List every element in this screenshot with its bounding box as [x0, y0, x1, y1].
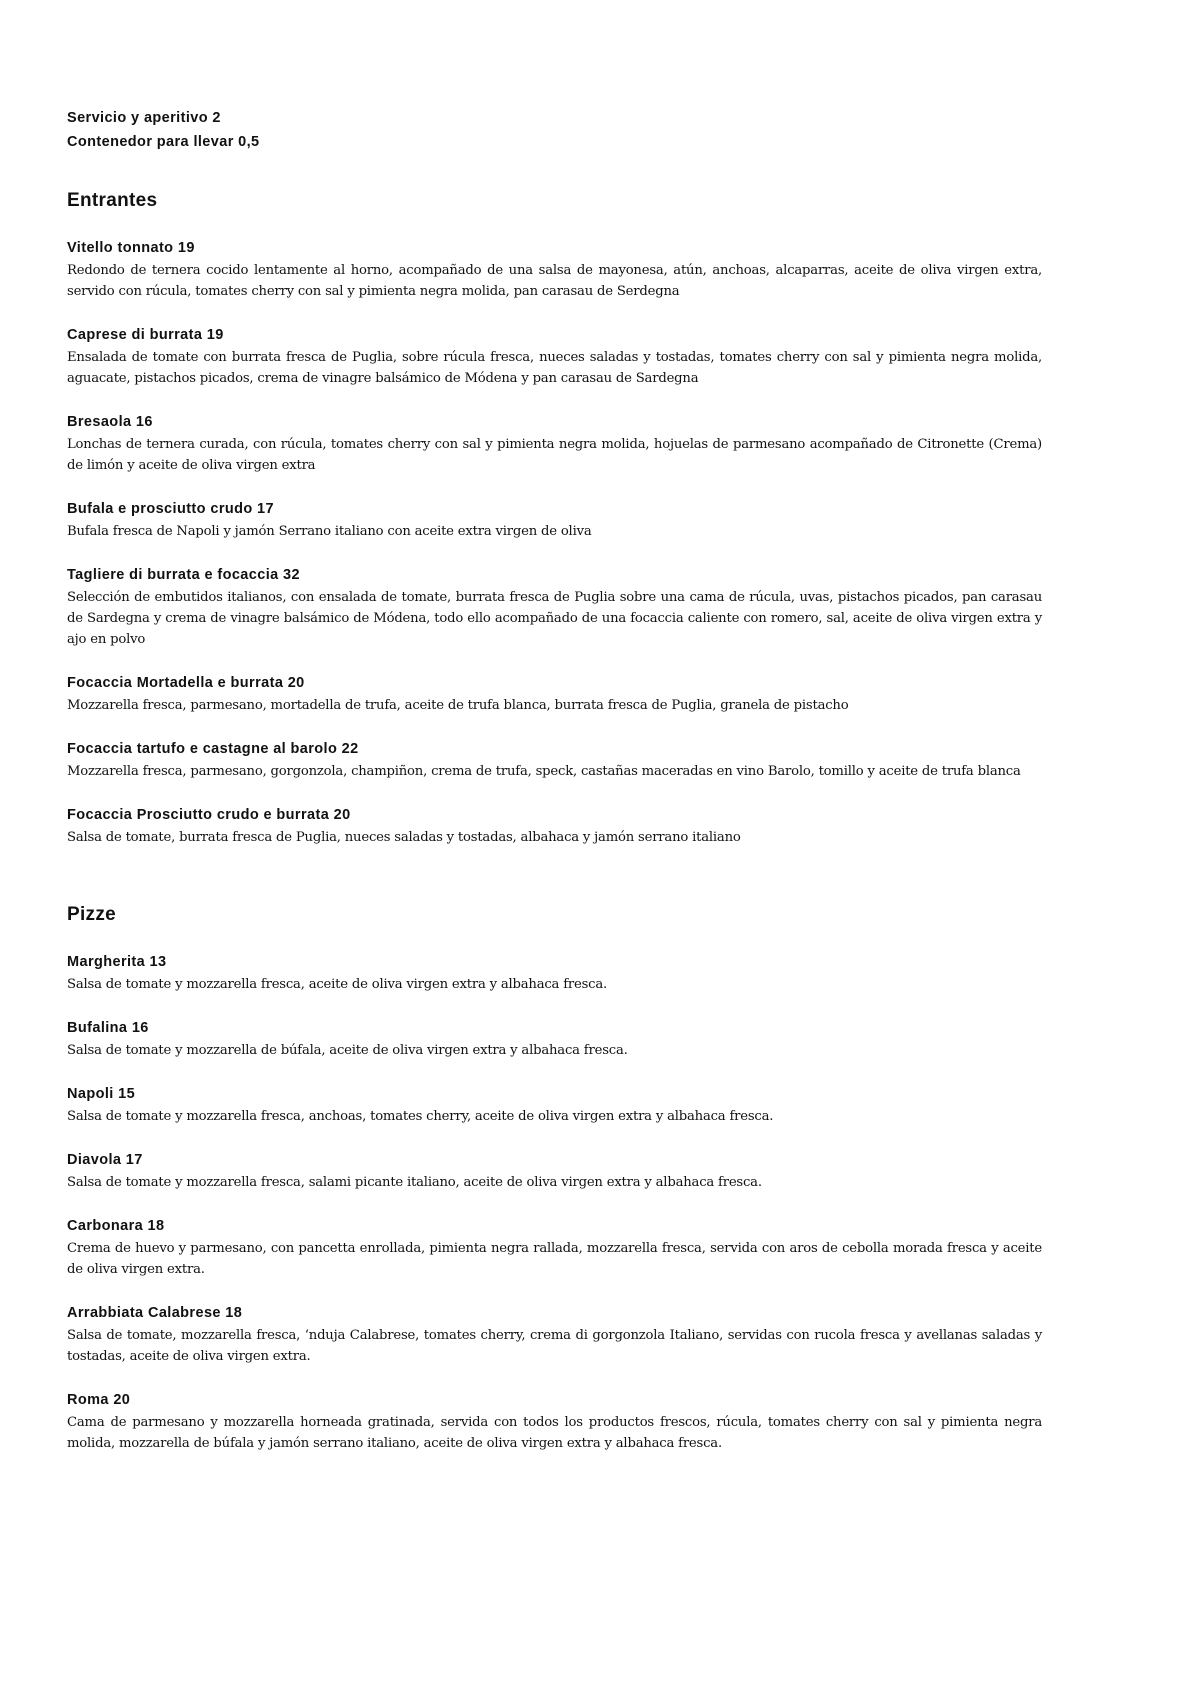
extras [67, 106, 1042, 154]
item-name: Bresaola 16 [67, 414, 153, 430]
menu-item [67, 323, 1042, 389]
item-description: Salsa de tomate, mozzarella fresca, ‘nduja Calabrese, tomates cherry, crema di gorgonzola Italiano, servidas con rucola fresca y avellanas saladas y tostadas, aceite de oliva virgen extra. [67, 1328, 1042, 1364]
menu-item [67, 236, 1042, 302]
item-name: Napoli 15 [67, 1086, 136, 1102]
section-title: Entrantes [67, 190, 158, 211]
item-description: Salsa de tomate y mozzarella fresca, aceite de oliva virgen extra y albahaca fresca. [67, 977, 608, 992]
item-description: Cama de parmesano y mozzarella horneada gratinada, servida con todos los productos frescos, rúcula, tomates cherry con sal y pimienta negra molida, mozzarella de búfala y jamón serrano italiano, aceite de oliva virgen extra y albahaca fresca. [67, 1415, 1042, 1451]
menu-item [67, 1082, 1042, 1127]
item-name: Arrabbiata Calabrese 18 [67, 1305, 243, 1321]
menu-page [67, 106, 1042, 1475]
menu-item [67, 563, 1042, 650]
item-name: Focaccia tartufo e castagne al barolo 22 [67, 741, 359, 757]
menu-item [67, 737, 1042, 782]
section-pizze [67, 902, 1042, 1454]
menu-item [67, 410, 1042, 476]
menu-item [67, 1016, 1042, 1061]
extra-container: Contenedor para llevar 0,5 [67, 134, 260, 150]
menu-item [67, 1148, 1042, 1193]
menu-item [67, 497, 1042, 542]
menu-item [67, 1388, 1042, 1454]
menu-item [67, 803, 1042, 848]
item-description: Ensalada de tomate con burrata fresca de Puglia, sobre rúcula fresca, nueces saladas y tostadas, tomates cherry con sal y pimienta negra molida, aguacate, pistachos picados, crema de vinagre balsámico de Módena y pan carasau de Sardegna [67, 350, 1042, 386]
menu-item [67, 1301, 1042, 1367]
menu-item [67, 1214, 1042, 1280]
item-description: Lonchas de ternera curada, con rúcula, tomates cherry con sal y pimienta negra molida, hojuelas de parmesano acompañado de Citronette (Crema) de limón y aceite de oliva virgen extra [67, 437, 1042, 473]
item-description: Crema de huevo y parmesano, con pancetta enrollada, pimienta negra rallada, mozzarella fresca, servida con aros de cebolla morada fresca y aceite de oliva virgen extra. [67, 1241, 1042, 1277]
section-title: Pizze [67, 904, 117, 925]
item-name: Bufalina 16 [67, 1020, 149, 1036]
item-name: Diavola 17 [67, 1152, 143, 1168]
item-name: Bufala e prosciutto crudo 17 [67, 501, 274, 517]
item-description: Salsa de tomate y mozzarella de búfala, aceite de oliva virgen extra y albahaca fresca. [67, 1043, 628, 1058]
item-name: Vitello tonnato 19 [67, 240, 195, 256]
extra-service: Servicio y aperitivo 2 [67, 110, 221, 126]
item-description: Mozzarella fresca, parmesano, gorgonzola, champiñon, crema de trufa, speck, castañas maceradas en vino Barolo, tomillo y aceite de trufa blanca [67, 764, 1021, 779]
item-description: Salsa de tomate, burrata fresca de Puglia, nueces saladas y tostadas, albahaca y jamón serrano italiano [67, 830, 741, 845]
item-name: Focaccia Prosciutto crudo e burrata 20 [67, 807, 351, 823]
item-name: Caprese di burrata 19 [67, 327, 224, 343]
menu-item [67, 671, 1042, 716]
section-entrantes [67, 188, 1042, 848]
item-name: Roma 20 [67, 1392, 131, 1408]
item-name: Focaccia Mortadella e burrata 20 [67, 675, 305, 691]
item-name: Carbonara 18 [67, 1218, 165, 1234]
item-description: Salsa de tomate y mozzarella fresca, anchoas, tomates cherry, aceite de oliva virgen extra y albahaca fresca. [67, 1109, 774, 1124]
item-description: Redondo de ternera cocido lentamente al horno, acompañado de una salsa de mayonesa, atún, anchoas, alcaparras, aceite de oliva virgen extra, servido con rúcula, tomates cherry con sal y pimienta negra molida, pan carasau de Serdegna [67, 263, 1042, 299]
item-description: Salsa de tomate y mozzarella fresca, salami picante italiano, aceite de oliva virgen extra y albahaca fresca. [67, 1175, 762, 1190]
item-name: Margherita 13 [67, 954, 167, 970]
item-name: Tagliere di burrata e focaccia 32 [67, 567, 300, 583]
menu-item [67, 950, 1042, 995]
item-description: Bufala fresca de Napoli y jamón Serrano italiano con aceite extra virgen de oliva [67, 524, 592, 539]
item-description: Selección de embutidos italianos, con ensalada de tomate, burrata fresca de Puglia sobre una cama de rúcula, uvas, pistachos picados, pan carasau de Sardegna y crema de vinagre balsámico de Módena, todo ello acompañado de una focaccia caliente con romero, sal, aceite de oliva virgen extra y ajo en polvo [67, 590, 1042, 647]
item-description: Mozzarella fresca, parmesano, mortadella de trufa, aceite de trufa blanca, burrata fresca de Puglia, granela de pistacho [67, 698, 849, 713]
